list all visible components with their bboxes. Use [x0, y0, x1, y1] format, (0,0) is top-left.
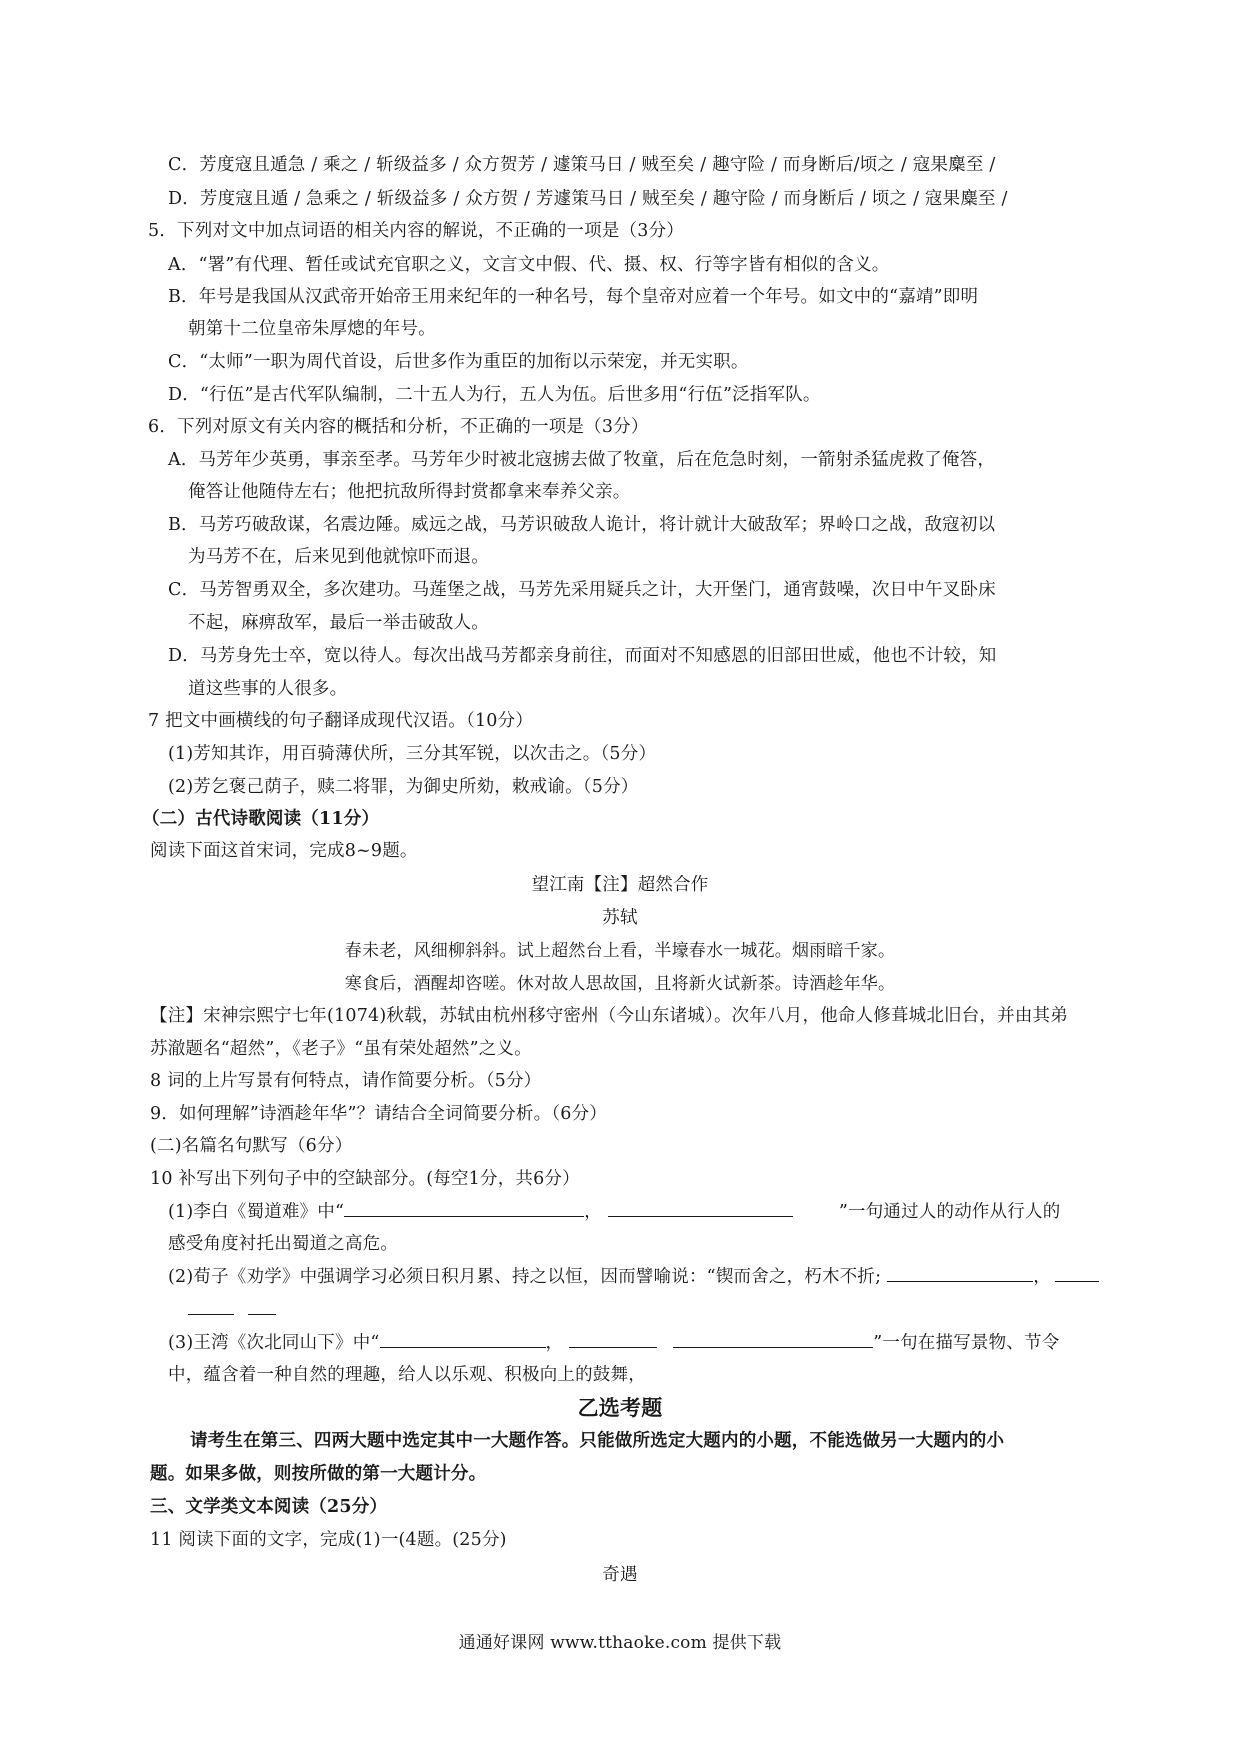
answer-blank[interactable] [887, 1265, 1033, 1282]
q7-stem: 7 把文中画横线的句子翻译成现代汉语。（10分） [148, 711, 534, 731]
q7-item-2: (2)芳乞褒己荫子，赎二将罪，为御史所劾，敕戒谕。（5分） [168, 777, 639, 797]
q6-option-a: A．马芳年少英勇，事亲至孝。马芳年少时被北寇掳去做了牧童，后在危急时刻，一箭射杀猛虎救了俺答， [168, 450, 996, 470]
q10-stem: 10 补写出下列句子中的空缺部分。(每空1分，共6分） [150, 1169, 580, 1189]
poetry-intro: 阅读下面这首宋词，完成8~9题。 [150, 841, 418, 861]
q5-option-a: A．“署”有代理、暂任或试充官职之义，文言文中假、代、摄、权、行等字皆有相似的含义。 [168, 255, 890, 275]
q10-item-1-end: ”一句通过人的动作从行人的 [838, 1202, 1061, 1222]
poem-line-2: 寒食后，酒醒却咨嗟。休对故人思故国，且将新火试新茶。诗酒趁年华。 [344, 974, 896, 994]
q10-item-1-cont: 感受角度衬托出蜀道之高危。 [168, 1234, 399, 1254]
q10-item-1-sep: ， [584, 1202, 602, 1222]
q10-item-3-cont: 中，蕴含着一种自然的理趣，给人以乐观、积极向上的鼓舞， [168, 1365, 646, 1385]
answer-blank[interactable] [248, 1298, 276, 1315]
answer-blank[interactable] [1055, 1265, 1099, 1282]
answer-blank[interactable] [380, 1331, 546, 1348]
poem-author: 苏轼 [602, 908, 638, 928]
q10-item-2-cont [188, 1298, 276, 1321]
q6-option-c: C．马芳智勇双全，多次建功。马莲堡之战，马芳先采用疑兵之计，大开堡门，通宵鼓噪，次日中午叉卧床 [168, 580, 996, 600]
poem-note-cont: 苏澈题名“超然”，《老子》“虽有荣处超然”之义。 [150, 1039, 532, 1059]
q10-item-1-text: (1)李白《蜀道难》中“ [168, 1202, 345, 1222]
q10-item-3-sep: ， [545, 1333, 564, 1353]
q10-item-2-text: (2)荀子《劝学》中强调学习必须日积月累、持之以恒，因而譬喻说：“锲而舍之，朽木不折; [168, 1267, 882, 1287]
q10-item-2 [168, 1265, 1099, 1288]
answer-blank[interactable] [569, 1331, 657, 1348]
q6-option-c-cont: 不起，麻痹敌军，最后一举击破敌人。 [188, 613, 489, 633]
q4-option-d: D．芳度寇且遁 / 急乘之 / 斩级益多 / 众方贺 / 芳遽策马日 / 贼至矣 / 趣守险 / 而身断后 / 顷之 / 寇果麋至 / [168, 189, 1008, 209]
q6-option-b-cont: 为马芳不在，后来见到他就惊吓而退。 [188, 547, 489, 567]
poem-line-1: 春未老，风细柳斜斜。试上超然台上看，半壕春水一城花。烟雨暗千家。 [344, 941, 896, 961]
poetry-heading: （二）古代诗歌阅读（11分） [142, 809, 380, 829]
q10-item-3-text: (3)王湾《次北同山下》中“ [168, 1333, 380, 1353]
q5-option-c: C．“太师”一职为周代首设，后世多作为重臣的加衔以示荣宠，并无实职。 [168, 352, 749, 372]
q6-option-a-cont: 俺答让他随侍左右；他把抗敌所得封赏都拿来奉养父亲。 [188, 482, 631, 502]
q5-option-b: B．年号是我国从汉武帝开始帝王用来纪年的一种名号，每个皇帝对应着一个年号。如文中的“嘉靖”即明 [168, 287, 979, 307]
literature-heading: 三、文学类文本阅读（25分） [150, 1497, 388, 1517]
q10-item-2-sep: ， [1033, 1267, 1051, 1287]
q5-stem: 5．下列对文中加点词语的相关内容的解说，不正确的一项是（3分） [148, 221, 684, 241]
q10-item-3 [168, 1331, 1059, 1354]
answer-blank[interactable] [344, 1200, 584, 1217]
recitation-heading: (二)名篇名句默写（6分） [150, 1136, 353, 1156]
answer-blank[interactable] [188, 1298, 234, 1315]
q11-stem: 11 阅读下面的文字，完成(1)一(4题。(25分) [150, 1530, 507, 1550]
answer-blank[interactable] [608, 1200, 793, 1217]
q5-option-b-cont: 朝第十二位皇帝朱厚熜的年号。 [188, 319, 436, 339]
q7-item-1: (1)芳知其诈，用百骑薄伏所，三分其军锐，以次击之。（5分） [168, 744, 657, 764]
q9: 9．如何理解”诗酒趁年华”？请结合全词简要分析。（6分） [150, 1104, 608, 1124]
q6-option-d: D．马芳身先士卒，宽以待人。每次出战马芳都亲身前往，而面对不知感恩的旧部田世威，他也不计较，知 [168, 646, 997, 666]
q4-option-c: C．芳度寇且遁急 / 乘之 / 斩级益多 / 众方贺芳 / 遽策马日 / 贼至矣 / 趣守险 / 而身断后/顷之 / 寇果麋至 / [168, 155, 996, 175]
optional-instruction-cont: 题。如果多做，则按所做的第一大题计分。 [150, 1464, 487, 1484]
optional-instruction: 请考生在第三、四两大题中选定其中一大题作答。只能做所选定大题内的小题，不能选做另一大题内的小 [190, 1431, 1005, 1451]
q5-option-d: D．“行伍”是古代军队编制，二十五人为行，五人为伍。后世多用“行伍”泛指军队。 [168, 385, 821, 405]
q6-option-d-cont: 道这些事的人很多。 [188, 679, 348, 699]
optional-section-title: 乙选考题 [577, 1395, 663, 1420]
q8: 8 词的上片写景有何特点，请作简要分析。（5分） [150, 1071, 542, 1091]
q10-item-3-end: ”一句在描写景物、节令 [873, 1333, 1060, 1353]
q6-option-b: B．马芳巧破敌谋，名震边陲。威远之战，马芳识破敌人诡计，将计就计大破敌军；界岭口之战，敌寇初以 [168, 515, 996, 535]
q10-item-1 [168, 1200, 1060, 1223]
answer-blank[interactable] [673, 1331, 873, 1348]
story-title: 奇遇 [602, 1565, 638, 1585]
q6-stem: 6．下列对原文有关内容的概括和分析，不正确的一项是（3分） [148, 417, 649, 437]
poem-note: 【注】宋神宗熙宁七年(1074)秋载，苏轼由杭州移守密州（今山东诸城）。次年八月，他命人修葺城北旧台，并由其弟 [150, 1006, 1068, 1026]
poem-title: 望江南【注】超然合作 [531, 875, 709, 895]
page-footer: 通通好课网 www.tthaoke.com 提供下载 [458, 1633, 782, 1653]
